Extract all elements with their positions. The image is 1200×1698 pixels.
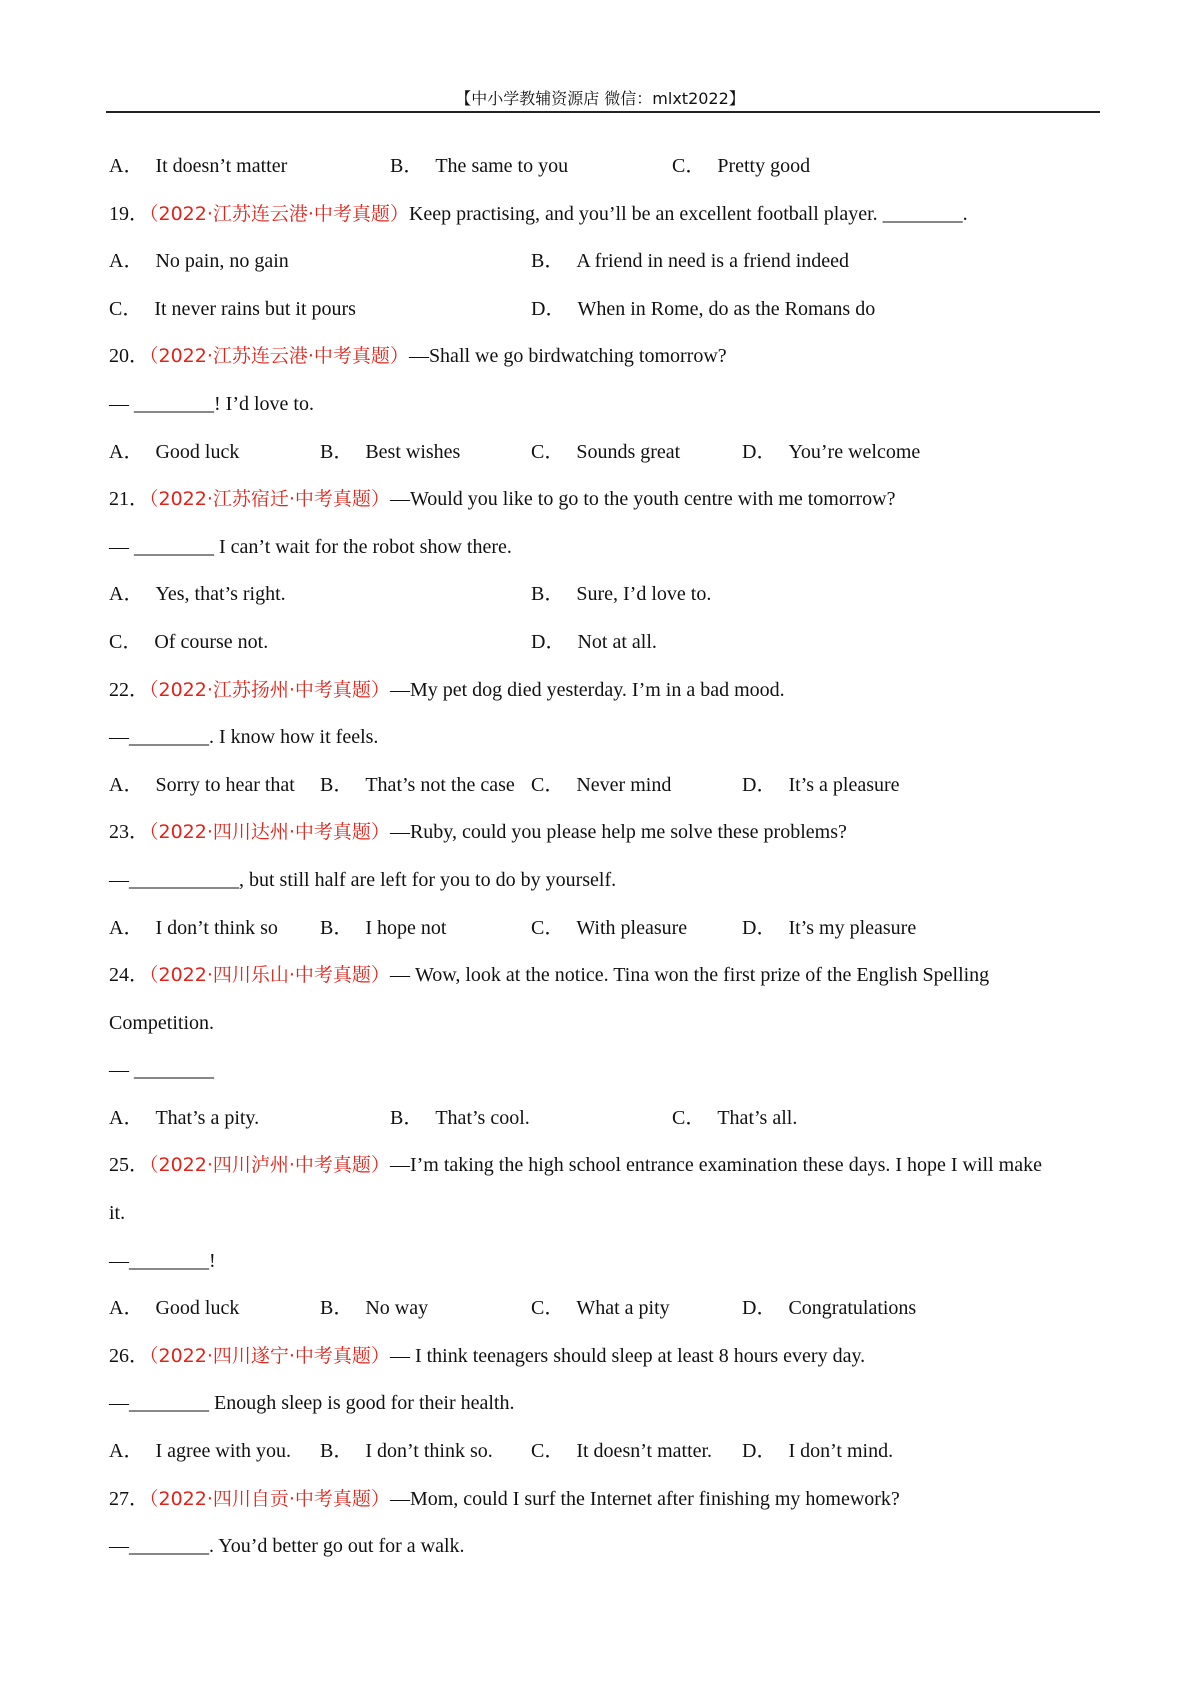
exam-content [109, 143, 1109, 1571]
option-a: A． No pain, no gain [109, 250, 289, 273]
question-text-continued: it. [109, 1202, 126, 1225]
question-source: （2022·四川乐山·中考真题） [149, 964, 390, 987]
question-20 [109, 333, 1109, 381]
page-header: 【中小学教辅资源店 微信：mlxt2022】 [455, 89, 745, 108]
option-row [109, 1285, 1109, 1333]
question-text: —Ruby, could you please help me solve these problems? [389, 821, 847, 844]
header-divider [106, 111, 1100, 113]
option-c: C． Never mind [531, 773, 672, 796]
question-text: — I think teenagers should sleep at least 8 hours every day. [389, 1344, 866, 1367]
option-c: C． Pretty good [672, 155, 811, 177]
option-row [109, 143, 1109, 191]
option-b: B． No way [320, 1297, 429, 1320]
option-b: B． Sure, I’d love to. [531, 583, 712, 606]
option-d: D． I don’t mind. [742, 1440, 894, 1463]
option-c: C． It doesn’t matter. [531, 1440, 713, 1463]
option-c: C． What a pity [531, 1297, 670, 1320]
option-a: A． I don’t think so [109, 916, 278, 939]
question-25 [109, 1142, 1109, 1190]
question-27 [109, 1476, 1109, 1524]
option-d: D． It’s my pleasure [742, 916, 917, 939]
option-c: C． It never rains but it pours [109, 297, 356, 320]
option-d: D． Not at all. [531, 630, 657, 653]
question-19 [109, 191, 1109, 239]
reply-line: — ________ [109, 1059, 214, 1082]
question-number: 27． [109, 1487, 149, 1510]
question-number: 25． [109, 1154, 149, 1177]
question-text-continued: Competition. [109, 1011, 214, 1034]
option-c: C． That’s all. [672, 1106, 798, 1129]
reply-line: —________! [109, 1249, 216, 1272]
option-row [109, 571, 1109, 619]
question-text: —My pet dog died yesterday. I’m in a bad mood. [389, 678, 785, 701]
option-row [109, 762, 1109, 810]
reply-line: —________ Enough sleep is good for their health. [109, 1392, 515, 1415]
option-row [109, 619, 1109, 667]
question-source: （2022·四川遂宁·中考真题） [149, 1344, 390, 1367]
option-a: A． Sorry to hear that [109, 773, 295, 796]
question-24 [109, 952, 1109, 1000]
option-c: C． Sounds great [531, 440, 681, 463]
question-number: 21． [109, 488, 149, 511]
question-number: 22． [109, 678, 149, 701]
option-b: B． That’s not the case [320, 773, 515, 796]
option-c: C． With pleasure [531, 916, 688, 939]
question-text: —Shall we go birdwatching tomorrow? [408, 345, 727, 368]
option-a: A． I agree with you. [109, 1440, 291, 1463]
question-number: 24． [109, 964, 149, 987]
option-b: B． That’s cool. [390, 1106, 530, 1129]
option-b: B． A friend in need is a friend indeed [531, 250, 850, 273]
question-number: 19． [109, 202, 149, 225]
reply-line: — ________ I can’t wait for the robot show there. [109, 535, 512, 558]
option-d: D． It’s a pleasure [742, 773, 900, 796]
question-text: Keep practising, and you’ll be an excellent football player. ________. [408, 202, 968, 225]
question-source: （2022·江苏连云港·中考真题） [149, 202, 409, 225]
question-text: — Wow, look at the notice. Tina won the first prize of the English Spelling [389, 964, 990, 987]
option-row [109, 905, 1109, 953]
question-source: （2022·四川泸州·中考真题） [149, 1154, 390, 1177]
option-a: A． Good luck [109, 1297, 240, 1320]
reply-line: —___________, but still half are left for you to do by yourself. [109, 868, 617, 891]
reply-line: —________. You’d better go out for a walk. [109, 1535, 465, 1558]
question-number: 23． [109, 821, 149, 844]
question-source: （2022·四川自贡·中考真题） [149, 1487, 390, 1510]
question-source: （2022·四川达州·中考真题） [149, 821, 390, 844]
option-b: B． I hope not [320, 916, 447, 939]
option-b: B． Best wishes [320, 440, 461, 463]
question-21 [109, 476, 1109, 524]
reply-line: — ________! I’d love to. [109, 392, 314, 415]
option-d: D． When in Rome, do as the Romans do [531, 297, 876, 320]
option-d: D． Congratulations [742, 1297, 917, 1320]
option-a: A． Good luck [109, 440, 240, 463]
option-row [109, 1095, 1109, 1143]
question-source: （2022·江苏宿迁·中考真题） [149, 488, 390, 511]
option-a: A． Yes, that’s right. [109, 583, 286, 606]
question-23 [109, 809, 1109, 857]
option-a: A． That’s a pity. [109, 1106, 260, 1129]
option-b: B． The same to you [390, 155, 569, 177]
option-c: C． Of course not. [109, 630, 269, 653]
option-b: B． I don’t think so. [320, 1440, 493, 1463]
option-d: D． You’re welcome [742, 440, 921, 463]
question-number: 20． [109, 345, 149, 368]
question-source: （2022·江苏扬州·中考真题） [149, 678, 390, 701]
question-22 [109, 667, 1109, 715]
question-number: 26． [109, 1344, 149, 1367]
option-row [109, 238, 1109, 286]
question-source: （2022·江苏连云港·中考真题） [149, 345, 409, 368]
question-text: —Would you like to go to the youth centre with me tomorrow? [389, 488, 896, 511]
question-text: —I’m taking the high school entrance examination these days. I hope I will make [389, 1154, 1042, 1177]
question-text: —Mom, could I surf the Internet after finishing my homework? [389, 1487, 900, 1510]
reply-line: —________. I know how it feels. [109, 726, 379, 749]
option-row [109, 429, 1109, 477]
option-a: A． It doesn’t matter [109, 155, 288, 177]
option-row [109, 286, 1109, 334]
option-row [109, 1428, 1109, 1476]
question-26 [109, 1333, 1109, 1381]
